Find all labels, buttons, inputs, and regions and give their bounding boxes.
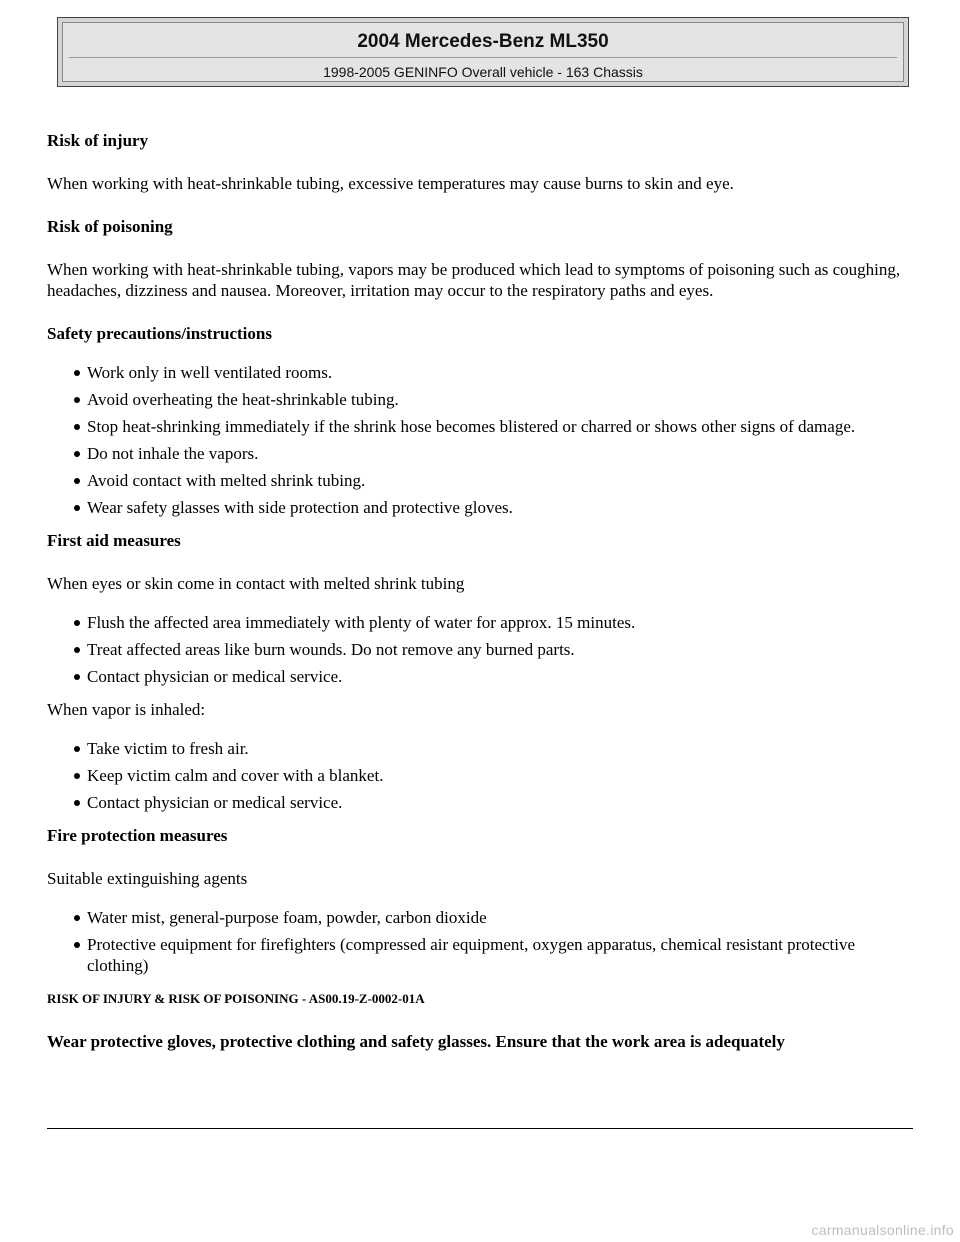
watermark-text: carmanualsonline.info xyxy=(811,1222,954,1238)
list-item: Do not inhale the vapors. xyxy=(87,443,917,464)
list-item: Treat affected areas like burn wounds. Do not remove any burned parts. xyxy=(87,639,917,660)
risk-injury-heading: Risk of injury xyxy=(47,131,149,150)
final-warning-text: Wear protective gloves, protective clothing and safety glasses. Ensure that the work area is adequately xyxy=(47,1032,785,1051)
list-item: Work only in well ventilated rooms. xyxy=(87,362,917,383)
list-item: Wear safety glasses with side protection and protective gloves. xyxy=(87,497,917,518)
list-item: Avoid overheating the heat-shrinkable tubing. xyxy=(87,389,917,410)
page-bottom-divider xyxy=(47,1128,913,1129)
risk-poison-heading: Risk of poisoning xyxy=(47,217,173,236)
page-title: 2004 Mercedes-Benz ML350 xyxy=(357,31,609,52)
document-body xyxy=(47,130,917,1074)
list-item: Water mist, general-purpose foam, powder, carbon dioxide xyxy=(87,907,917,928)
list-item: Keep victim calm and cover with a blanket. xyxy=(87,765,917,786)
list-item: Protective equipment for firefighters (compressed air equipment, oxygen apparatus, chemical resistant protective clothing) xyxy=(87,934,917,976)
vapor-list xyxy=(47,738,917,813)
extinguish-list xyxy=(47,907,917,976)
extinguish-intro: Suitable extinguishing agents xyxy=(47,869,248,888)
page-subtitle: 1998-2005 GENINFO Overall vehicle - 163 Chassis xyxy=(323,64,643,80)
safety-heading: Safety precautions/instructions xyxy=(47,324,272,343)
first-aid-heading: First aid measures xyxy=(47,531,181,550)
reference-heading: RISK OF INJURY & RISK OF POISONING - AS00.19-Z-0002-01A xyxy=(47,991,425,1006)
risk-poison-text: When working with heat-shrinkable tubing, vapors may be produced which lead to symptoms of poisoning such as coughing, headaches, dizziness and nausea. Moreover, irritation may occur to the respiratory paths and eyes. xyxy=(47,260,901,300)
list-item: Contact physician or medical service. xyxy=(87,792,917,813)
list-item: Take victim to fresh air. xyxy=(87,738,917,759)
risk-injury-text: When working with heat-shrinkable tubing, excessive temperatures may cause burns to skin and eye. xyxy=(47,174,734,193)
page-header-inner xyxy=(62,22,904,82)
safety-list xyxy=(47,362,917,518)
list-item: Avoid contact with melted shrink tubing. xyxy=(87,470,917,491)
fire-heading: Fire protection measures xyxy=(47,826,228,845)
page-header xyxy=(57,17,909,87)
list-item: Stop heat-shrinking immediately if the shrink hose becomes blistered or charred or shows other signs of damage. xyxy=(87,416,917,437)
eyes-skin-list xyxy=(47,612,917,687)
header-divider xyxy=(69,57,897,58)
list-item: Contact physician or medical service. xyxy=(87,666,917,687)
vapor-intro: When vapor is inhaled: xyxy=(47,700,206,719)
list-item: Flush the affected area immediately with plenty of water for approx. 15 minutes. xyxy=(87,612,917,633)
eyes-skin-intro: When eyes or skin come in contact with melted shrink tubing xyxy=(47,574,465,593)
